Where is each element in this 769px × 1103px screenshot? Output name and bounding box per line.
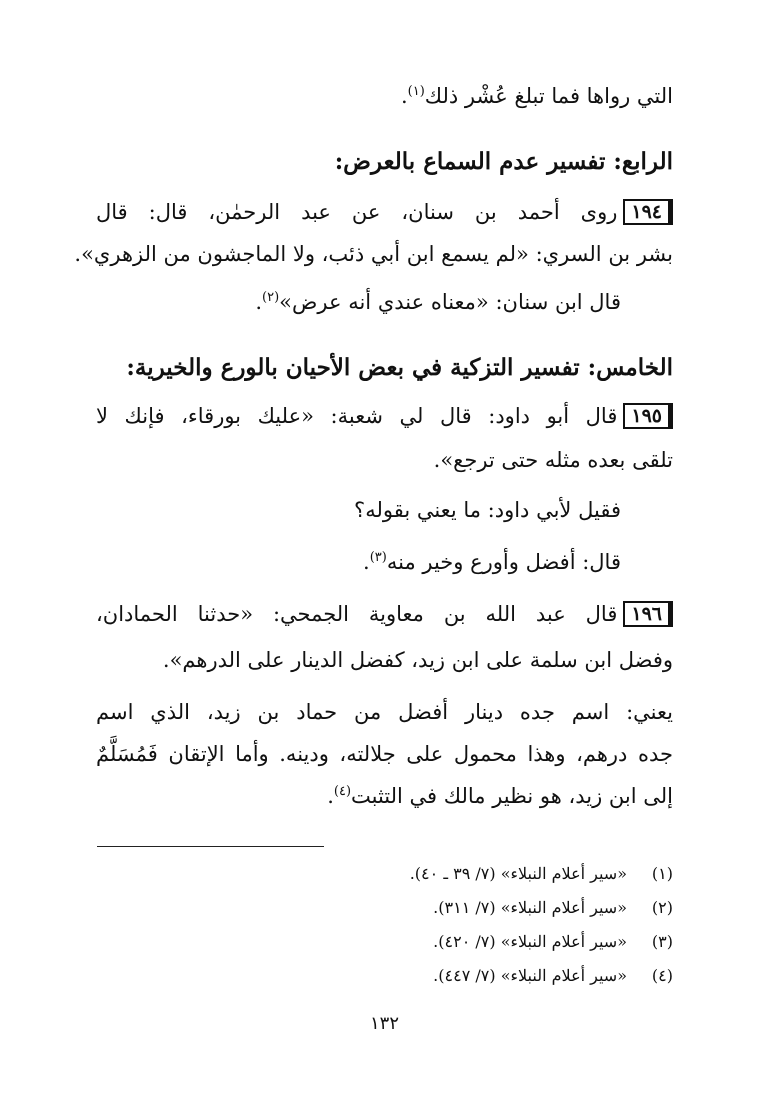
item-number-194: ١٩٤ <box>623 199 673 225</box>
item-195-line-4 <box>96 546 621 578</box>
item-196-line-5 <box>96 780 673 812</box>
footnote-text: «سير أعلام النبلاء» (٧/ ٣١١). <box>433 898 627 917</box>
footnote-1 <box>96 862 673 886</box>
item-196-line-2: وفضل ابن سلمة على ابن زيد، كفضل الدينار على الدرهم». <box>162 648 673 672</box>
line-text: قال أبو داود: قال لي شعبة: «عليك بورقاء، فإنك لا <box>96 404 618 428</box>
line-text: قال: أفضل وأورع وخير منه <box>386 550 621 574</box>
footnote-ref-4[interactable]: (٤) <box>333 784 352 799</box>
footnote-number: (١) <box>651 864 673 883</box>
footnote-ref-1[interactable]: (١) <box>407 84 425 99</box>
item-194-line-1 <box>96 196 673 228</box>
footnote-number: (٣) <box>651 932 673 951</box>
paragraph-line-1 <box>96 80 673 112</box>
line-text: إلى ابن زيد، هو نظير مالك في التثبت <box>351 784 673 808</box>
footnote-divider <box>97 846 324 847</box>
item-number-195: ١٩٥ <box>623 403 673 429</box>
line-text: التي رواها فما تبلغ عُشْر ذلك <box>424 84 673 108</box>
section-heading-4: الرابع: تفسير عدم السماع بالعرض: <box>334 148 673 175</box>
item-196-line-4: جده درهم، وهذا محمول على جلالته، ودينه. وأما الإتقان فَمُسَلَّمٌ <box>96 742 673 766</box>
footnote-ref-3[interactable]: (٣) <box>369 550 387 565</box>
footnote-text: «سير أعلام النبلاء» (٧/ ٤٢٠). <box>433 932 627 951</box>
footnote-number: (٢) <box>651 898 673 917</box>
page-number: ١٣٢ <box>369 1013 399 1034</box>
footnote-text: «سير أعلام النبلاء» (٧/ ٣٩ ـ ٤٠). <box>409 864 627 883</box>
item-194-line-3 <box>96 286 621 318</box>
footnote-3 <box>96 930 673 954</box>
item-195-line-3: فقيل لأبي داود: ما يعني بقوله؟ <box>354 498 621 522</box>
line-text: روى أحمد بن سنان، عن عبد الرحمٰن، قال: قال <box>96 200 618 224</box>
footnote-number: (٤) <box>651 966 673 985</box>
section-heading-5: الخامس: تفسير التزكية في بعض الأحيان بالورع والخيرية: <box>126 354 673 381</box>
line-end: . <box>400 84 408 108</box>
footnote-2 <box>96 896 673 920</box>
line-end: . <box>255 290 263 314</box>
footnote-text: «سير أعلام النبلاء» (٧/ ٤٤٧). <box>433 966 627 985</box>
item-number-196: ١٩٦ <box>623 601 673 627</box>
footnote-4 <box>96 964 673 988</box>
item-195-line-2: تلقى بعده مثله حتى ترجع». <box>433 448 673 472</box>
footnote-ref-2[interactable]: (٢) <box>262 290 280 305</box>
item-195-line-1 <box>96 400 673 432</box>
item-196-line-1 <box>96 598 673 630</box>
line-end: . <box>327 784 334 808</box>
line-text: قال ابن سنان: «معناه عندي أنه عرض» <box>279 290 621 314</box>
line-end: . <box>363 550 370 574</box>
item-196-line-3: يعني: اسم جده دينار أفضل من حماد بن زيد، الذي اسم <box>96 700 673 724</box>
item-194-line-2: بشر بن السري: «لم يسمع ابن أبي ذئب، ولا الماجشون من الزهري». <box>74 242 673 266</box>
line-text: قال عبد الله بن معاوية الجمحي: «حدثنا الحمادان، <box>96 602 618 626</box>
